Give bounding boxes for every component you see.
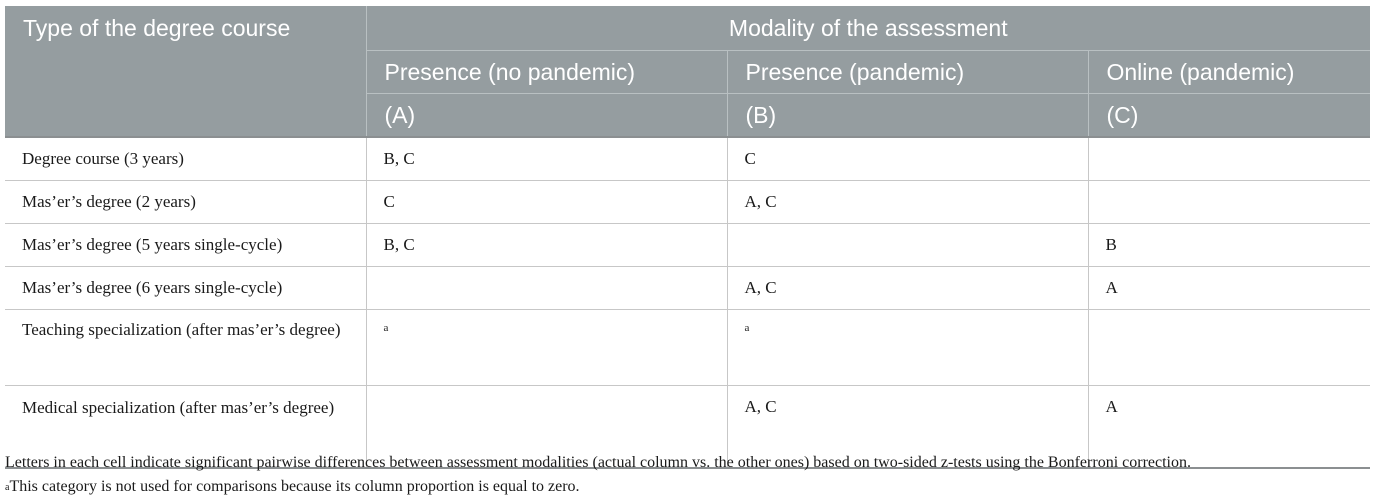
row-label: Mas’er’s degree (5 years single-cycle) — [5, 224, 366, 267]
row-label: Degree course (3 years) — [5, 137, 366, 181]
footnote-zero-proportion — [5, 475, 1370, 499]
row-label: Mas’er’s degree (6 years single-cycle) — [5, 267, 366, 310]
table-cell: A, C — [727, 267, 1088, 310]
table-cell: A — [1088, 267, 1370, 310]
row-label: Mas’er’s degree (2 years) — [5, 181, 366, 224]
column-header-online-pandemic: Online (pandemic) — [1088, 51, 1370, 94]
table-footnotes — [5, 451, 1370, 499]
table-row — [5, 181, 1370, 224]
table-row — [5, 267, 1370, 310]
table-row — [5, 224, 1370, 267]
table-cell: B, C — [366, 224, 727, 267]
column-letter-c: (C) — [1088, 94, 1370, 138]
column-letter-a: (A) — [366, 94, 727, 138]
table-cell — [1088, 310, 1370, 386]
table-cell: A, C — [727, 181, 1088, 224]
table-cell: B, C — [366, 137, 727, 181]
table-cell — [1088, 137, 1370, 181]
row-header-degree-type: Type of the degree course — [5, 6, 366, 137]
table-cell — [1088, 181, 1370, 224]
table-cell — [727, 310, 1088, 386]
row-label: Medical specialization (after mas’er’s degree) — [5, 386, 366, 469]
table-cell — [727, 224, 1088, 267]
table-cell: C — [366, 181, 727, 224]
column-letter-b: (B) — [727, 94, 1088, 138]
results-table — [5, 6, 1370, 469]
table-cell — [366, 310, 727, 386]
table-cell: B — [1088, 224, 1370, 267]
table-row — [5, 310, 1370, 386]
group-header-modality: Modality of the assessment — [366, 6, 1370, 51]
table-cell — [366, 267, 727, 310]
footnote-letters: Letters in each cell indicate significant pairwise differences between assessment modalities (actual column vs. the other ones) based on two-sided z-tests using the Bonferroni correction. — [5, 454, 1191, 471]
table-cell: A — [1088, 386, 1370, 469]
table-body — [5, 137, 1370, 468]
table-cell: A, C — [727, 386, 1088, 469]
table-cell: C — [727, 137, 1088, 181]
column-header-presence-no-pandemic: Presence (no pandemic) — [366, 51, 727, 94]
row-label: Teaching specialization (after mas’er’s degree) — [5, 310, 366, 386]
footnote-marker: a — [5, 482, 10, 493]
footnote-text: This category is not used for comparisons because its column proportion is equal to zero. — [9, 478, 580, 495]
footnote-marker: a — [744, 322, 750, 334]
footnote-marker: a — [383, 322, 389, 334]
table-row — [5, 137, 1370, 181]
column-header-presence-pandemic: Presence (pandemic) — [727, 51, 1088, 94]
table-header — [5, 6, 1370, 137]
